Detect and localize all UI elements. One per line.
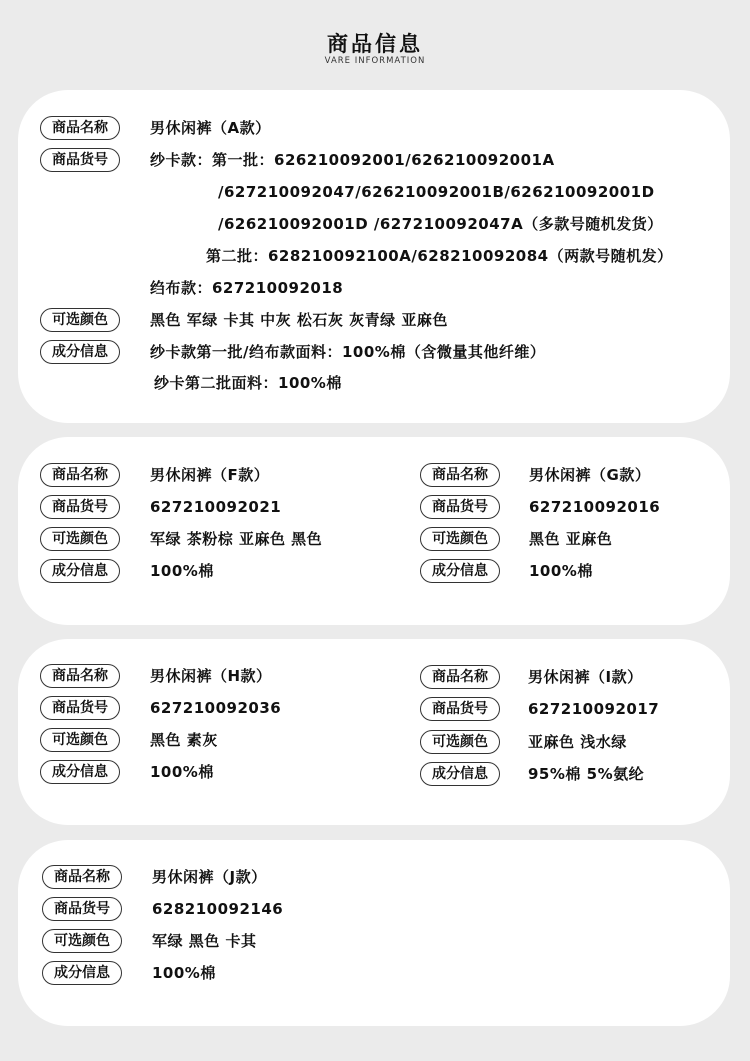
page-header — [0, 0, 750, 90]
label-badge-material: 成分信息 — [40, 760, 120, 784]
label-badge-code: 商品货号 — [42, 897, 122, 921]
product-card-f-g — [18, 437, 730, 625]
product-code: 627210092017 — [528, 700, 660, 718]
page-title: 商品信息 — [327, 32, 423, 56]
product-code-line: 纱卡款：第一批：626210092001/626210092001A — [150, 151, 555, 169]
product-colors: 黑色 军绿 卡其 中灰 松石灰 灰青绿 亚麻色 — [150, 311, 448, 329]
product-code-line: /626210092001D /627210092047A（多款号随机发货） — [218, 215, 663, 233]
label-badge-material: 成分信息 — [42, 961, 122, 985]
product-material: 100%棉 — [150, 763, 214, 781]
label-badge-code: 商品货号 — [420, 697, 500, 721]
label-badge-name: 商品名称 — [40, 664, 120, 688]
label-badge-colors: 可选颜色 — [40, 308, 120, 332]
product-colors: 军绿 黑色 卡其 — [152, 932, 257, 950]
label-badge-code: 商品货号 — [40, 495, 120, 519]
label-badge-name: 商品名称 — [420, 463, 500, 487]
product-code: 628210092146 — [152, 900, 284, 918]
label-badge-material: 成分信息 — [40, 559, 120, 583]
product-name: 男休闲裤（A款） — [150, 119, 271, 137]
page-subtitle: VARE INFORMATION — [324, 56, 426, 66]
product-name: 男休闲裤（H款） — [150, 667, 272, 685]
label-badge-name: 商品名称 — [420, 665, 500, 689]
product-code-line: /627210092047/626210092001B/626210092001D — [218, 183, 655, 201]
product-code: 627210092036 — [150, 699, 282, 717]
label-badge-code: 商品货号 — [40, 148, 120, 172]
label-badge-name: 商品名称 — [40, 116, 120, 140]
label-badge-code: 商品货号 — [40, 696, 120, 720]
product-name: 男休闲裤（J款） — [152, 868, 267, 886]
product-material: 100%棉 — [529, 562, 593, 580]
label-badge-colors: 可选颜色 — [40, 527, 120, 551]
product-colors: 黑色 素灰 — [150, 731, 218, 749]
product-card-a — [18, 90, 730, 423]
label-badge-colors: 可选颜色 — [420, 527, 500, 551]
label-badge-name: 商品名称 — [42, 865, 122, 889]
product-name: 男休闲裤（G款） — [529, 466, 651, 484]
product-material: 100%棉 — [152, 964, 216, 982]
label-badge-material: 成分信息 — [420, 559, 500, 583]
product-material: 100%棉 — [150, 562, 214, 580]
product-card-h-i — [18, 639, 730, 825]
product-code-line: 绉布款：627210092018 — [150, 279, 344, 297]
label-badge-colors: 可选颜色 — [42, 929, 122, 953]
product-name: 男休闲裤（F款） — [150, 466, 270, 484]
label-badge-material: 成分信息 — [420, 762, 500, 786]
product-material-line: 纱卡款第一批/绉布款面料：100%棉（含微量其他纤维） — [150, 343, 546, 361]
label-badge-name: 商品名称 — [40, 463, 120, 487]
product-material-line: 纱卡第二批面料：100%棉 — [154, 374, 342, 392]
label-badge-colors: 可选颜色 — [420, 730, 500, 754]
label-badge-material: 成分信息 — [40, 340, 120, 364]
label-badge-code: 商品货号 — [420, 495, 500, 519]
product-code: 627210092021 — [150, 498, 282, 516]
label-badge-colors: 可选颜色 — [40, 728, 120, 752]
product-colors: 亚麻色 浅水绿 — [528, 733, 627, 751]
product-colors: 军绿 茶粉棕 亚麻色 黑色 — [150, 530, 323, 548]
product-code: 627210092016 — [529, 498, 661, 516]
product-code-line: 第二批：628210092100A/628210092084（两款号随机发） — [206, 247, 673, 265]
product-card-j — [18, 840, 730, 1026]
product-material: 95%棉 5%氨纶 — [528, 765, 645, 783]
product-colors: 黑色 亚麻色 — [529, 530, 613, 548]
product-name: 男休闲裤（I款） — [528, 668, 643, 686]
